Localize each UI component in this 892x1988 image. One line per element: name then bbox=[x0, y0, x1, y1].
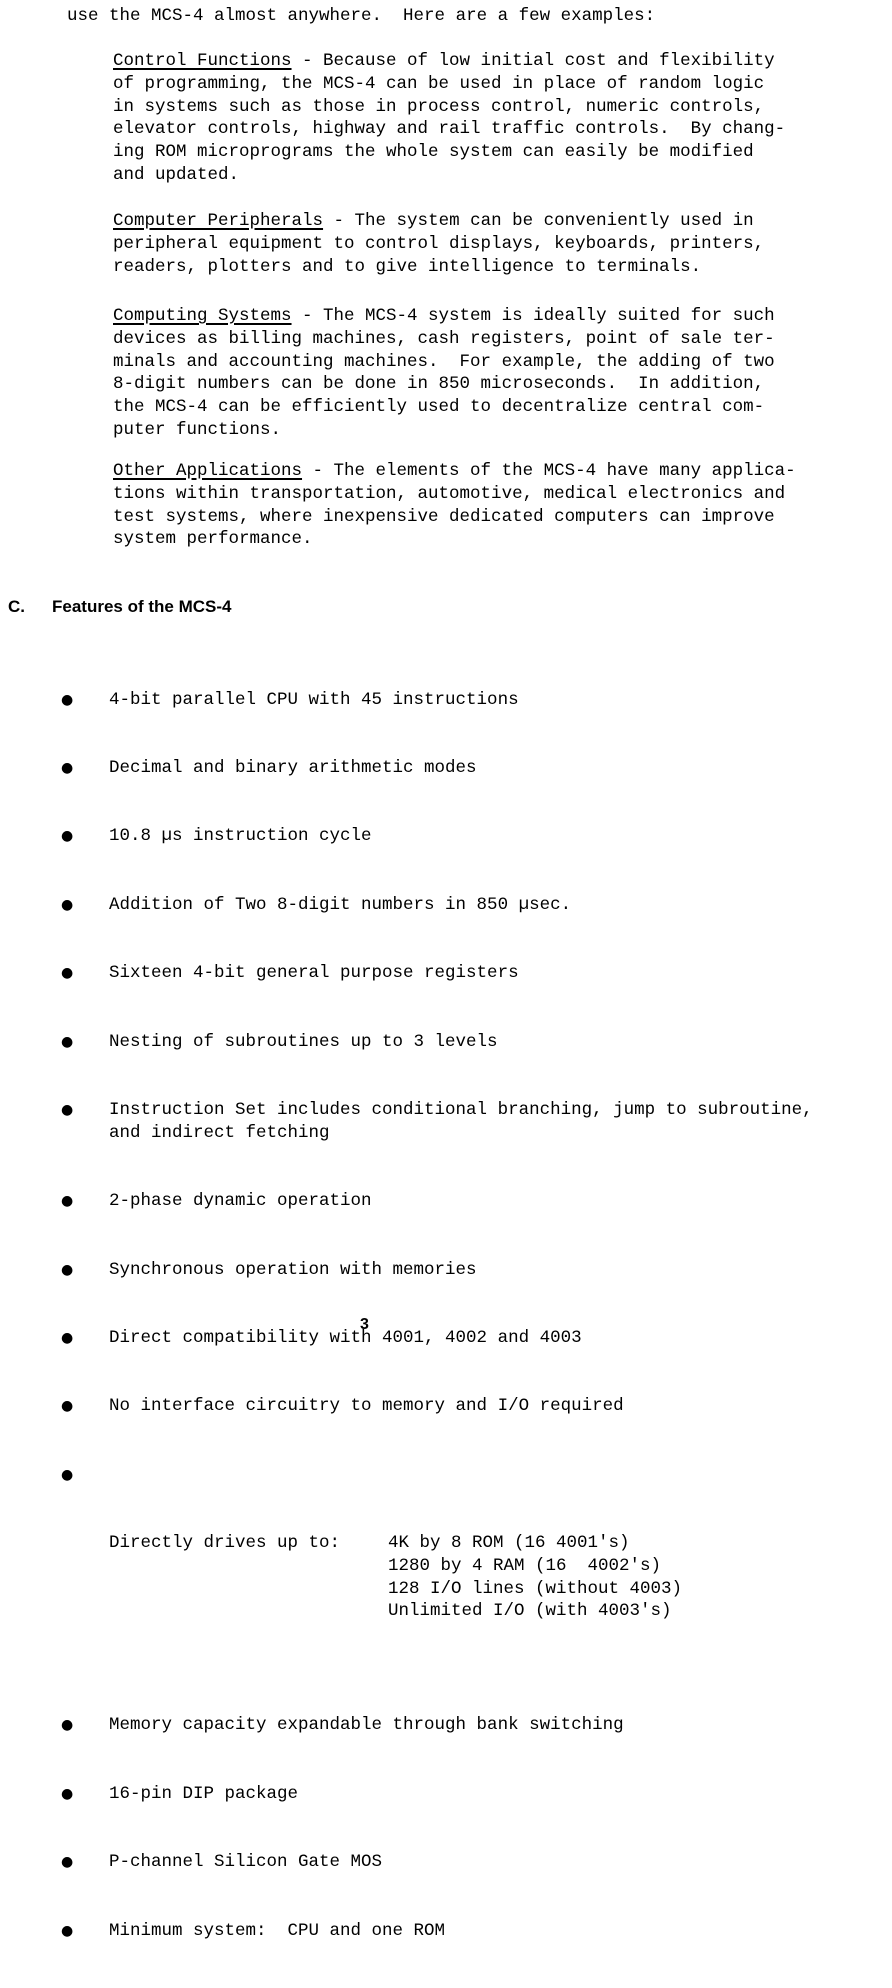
feature-item bbox=[0, 1783, 813, 1806]
feature-item-drives bbox=[0, 1464, 813, 1669]
feature-text: Synchronous operation with memories bbox=[109, 1259, 477, 1280]
drives-label: Directly drives up to: bbox=[109, 1533, 341, 1554]
text-line: system performance. bbox=[113, 529, 313, 550]
text-line: devices as billing machines, cash registers, point of sale ter- bbox=[113, 328, 775, 349]
text-line: 8-digit numbers can be done in 850 microseconds. In addition, bbox=[113, 374, 765, 395]
feature-text: 10.8 µs instruction cycle bbox=[109, 826, 372, 847]
paragraph-computing-systems bbox=[113, 305, 873, 442]
section-title: Features of the MCS-4 bbox=[52, 597, 232, 616]
bullet-icon: ● bbox=[61, 1922, 74, 1939]
feature-text: 16-pin DIP package bbox=[109, 1783, 299, 1804]
bullet-icon: ● bbox=[61, 1033, 74, 1050]
feature-text: 2-phase dynamic operation bbox=[109, 1191, 372, 1212]
feature-item bbox=[0, 962, 813, 985]
text-line: elevator controls, highway and rail traffic controls. By chang- bbox=[113, 119, 786, 140]
feature-text: Sixteen 4-bit general purpose registers bbox=[109, 963, 519, 984]
feature-text: Minimum system: CPU and one ROM bbox=[109, 1920, 446, 1941]
text-line: in systems such as those in process control, numeric controls, bbox=[113, 96, 765, 117]
section-heading bbox=[8, 597, 231, 617]
bullet-icon: ● bbox=[61, 691, 74, 708]
feature-item bbox=[0, 757, 813, 780]
text-line: tions within transportation, automotive, medical electronics and bbox=[113, 483, 786, 504]
bullet-icon: ● bbox=[61, 1193, 74, 1210]
feature-item bbox=[0, 1395, 813, 1418]
feature-item bbox=[0, 1851, 813, 1874]
feature-item bbox=[0, 1099, 813, 1145]
bullet-icon: ● bbox=[61, 1261, 74, 1278]
text-line: ing ROM microprograms the whole system can easily be modified bbox=[113, 142, 754, 163]
text-line: the MCS-4 can be efficiently used to decentralize central com- bbox=[113, 397, 765, 418]
drives-value: Unlimited I/O (with 4003's) bbox=[388, 1601, 672, 1622]
feature-item bbox=[0, 689, 813, 712]
feature-item bbox=[0, 1920, 813, 1943]
feature-text: P-channel Silicon Gate MOS bbox=[109, 1852, 383, 1873]
feature-text: Decimal and binary arithmetic modes bbox=[109, 757, 477, 778]
drives-value: 128 I/O lines (without 4003) bbox=[388, 1578, 683, 1599]
text-line: test systems, where inexpensive dedicated computers can improve bbox=[113, 506, 775, 527]
text-line: of programming, the MCS-4 can be used in place of random logic bbox=[113, 73, 765, 94]
text-line: puter functions. bbox=[113, 419, 282, 440]
feature-text: Addition of Two 8-digit numbers in 850 µsec. bbox=[109, 894, 572, 915]
bullet-icon: ● bbox=[61, 828, 74, 845]
section-letter: C. bbox=[8, 597, 25, 616]
feature-item bbox=[0, 1714, 813, 1737]
heading-computing-systems: Computing Systems bbox=[113, 306, 292, 326]
text-line: - Because of low initial cost and flexibility bbox=[291, 51, 775, 71]
feature-text-continued: and indirect fetching bbox=[109, 1122, 330, 1143]
intro-line: use the MCS-4 almost anywhere. Here are a few examples: bbox=[67, 6, 656, 26]
drives-value: 1280 by 4 RAM (16 4002's) bbox=[388, 1555, 662, 1576]
drives-values bbox=[388, 1532, 682, 1623]
feature-item bbox=[0, 1190, 813, 1213]
feature-item bbox=[0, 894, 813, 917]
text-line: minals and accounting machines. For example, the adding of two bbox=[113, 351, 775, 372]
page-number: 3 bbox=[360, 1316, 369, 1333]
bullet-icon: ● bbox=[61, 896, 74, 913]
heading-control-functions: Control Functions bbox=[113, 51, 292, 71]
text-line: - The MCS-4 system is ideally suited for such bbox=[291, 306, 775, 326]
bullet-icon: ● bbox=[61, 1329, 74, 1346]
text-line: and updated. bbox=[113, 164, 240, 185]
feature-text: Memory capacity expandable through bank switching bbox=[109, 1715, 624, 1736]
feature-item bbox=[0, 1327, 813, 1350]
feature-text: 4-bit parallel CPU with 45 instructions bbox=[109, 689, 519, 710]
bullet-icon: ● bbox=[61, 1717, 74, 1734]
text-line: - The system can be conveniently used in bbox=[323, 211, 754, 231]
bullet-icon: ● bbox=[61, 759, 74, 776]
features-list bbox=[0, 643, 813, 1988]
feature-text: Direct compatibility with 4001, 4002 and 4003 bbox=[109, 1327, 582, 1348]
bullet-icon: ● bbox=[61, 1101, 74, 1118]
bullet-icon: ● bbox=[61, 1785, 74, 1802]
bullet-icon: ● bbox=[61, 1398, 74, 1415]
feature-item bbox=[0, 825, 813, 848]
paragraph-control-functions bbox=[113, 50, 873, 187]
bullet-icon: ● bbox=[61, 1466, 74, 1483]
heading-other-applications: Other Applications bbox=[113, 461, 303, 481]
drives-value: 4K by 8 ROM (16 4001's) bbox=[388, 1533, 630, 1554]
feature-item bbox=[0, 1031, 813, 1054]
bullet-icon: ● bbox=[61, 1854, 74, 1871]
feature-item bbox=[0, 1259, 813, 1282]
feature-text: Instruction Set includes conditional branching, jump to subroutine, bbox=[109, 1099, 813, 1120]
paragraph-other-applications bbox=[113, 460, 873, 551]
heading-computer-peripherals: Computer Peripherals bbox=[113, 211, 324, 231]
text-line: readers, plotters and to give intelligence to terminals. bbox=[113, 256, 702, 277]
text-line: - The elements of the MCS-4 have many applica- bbox=[302, 461, 796, 481]
text-line: peripheral equipment to control displays, keyboards, printers, bbox=[113, 233, 765, 254]
feature-text: No interface circuitry to memory and I/O required bbox=[109, 1396, 624, 1417]
bullet-icon: ● bbox=[61, 965, 74, 982]
feature-text: Nesting of subroutines up to 3 levels bbox=[109, 1031, 498, 1052]
paragraph-computer-peripherals bbox=[113, 210, 873, 278]
